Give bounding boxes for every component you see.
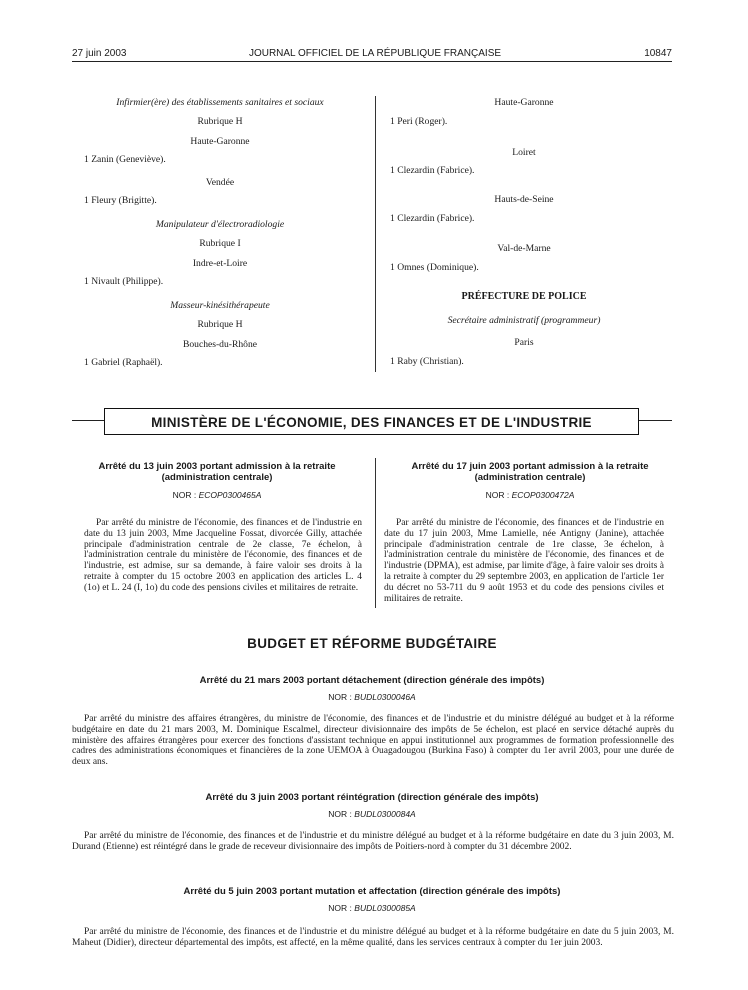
left-title-masseur: Masseur-kinésithérapeute	[170, 300, 270, 311]
nor-code: BUDL0300046A	[354, 692, 416, 702]
right-heading-prefecture: PRÉFECTURE DE POLICE	[461, 291, 587, 302]
header-page-number: 10847	[644, 48, 672, 59]
right-department: Paris	[514, 337, 534, 348]
nor-label: NOR :	[172, 490, 197, 500]
nor-code: BUDL0300085A	[354, 903, 416, 913]
budget-arrete-body: Par arrêté du ministre des affaires étrangères, du ministre de l'économie, des finances et de l'industrie et du ministre délégué au budget et à la réforme budgétaire en date du 21 mars 2003, M. Dominique Escalmel, directeur divisionnaire des impôts de 5e échelon, est placé en service détaché auprès du ministère des affaires étrangères pour exercer des fonctions d'assistant technique en appui institutionnel aux programmes de formation professionnelle des cadres des administrations économiques et financières de la zone UEMOA à Ouagadougou (Burkina Faso) à compter du 1er avril 2003, pour une durée de deux ans.	[72, 714, 674, 768]
arrete-left-nor	[72, 490, 362, 500]
nor-code: ECOP0300465A	[198, 490, 262, 500]
arrete-left-body: Par arrêté du ministre de l'économie, des finances et de l'industrie en date du 13 juin 2003, Mme Jacqueline Fossat, divorcée Gilly, attachée principale d'administration centrale de 2e classe, 7e échelon, à l'administration centrale du ministère de l'économie, des finances et de l'industrie, est admise, sur sa demande, à faire valoir ses droits à la retraite à compter du 15 octobre 2003 en application des articles L. 4 (1o) et L. 24 (I, 1o) du code des pensions civiles et militaires de retraite.	[84, 518, 362, 593]
nor-label: NOR :	[328, 809, 352, 819]
left-department: Bouches-du-Rhône	[182, 339, 258, 350]
nor-label: NOR :	[328, 692, 352, 702]
left-entry: 1 Zanin (Geneviève).	[84, 154, 166, 165]
column-divider-top	[375, 96, 376, 372]
budget-arrete-nor	[72, 809, 672, 819]
arrete-right-nor	[385, 490, 675, 500]
left-rubrique: Rubrique I	[199, 238, 241, 249]
right-entry: 1 Raby (Christian).	[390, 356, 464, 367]
left-entry: 1 Gabriel (Raphaël).	[84, 357, 163, 368]
budget-heading: BUDGET ET RÉFORME BUDGÉTAIRE	[247, 636, 497, 651]
arrete-right-body: Par arrêté du ministre de l'économie, des finances et de l'industrie en date du 17 juin 2003, Mme Lamielle, née Antigny (Janine), attachée principale d'administration centrale de 1re classe, 3e échelon, à l'administration centrale du ministère de l'économie, des finances et de l'industrie (DPMA), est admise, par limite d'âge, à faire valoir ses droits à la retraite à compter du 29 septembre 2003, en application de l'article 1er du décret no 53-711 du 9 août 1953 et du code des pensions civiles et militaires de retraite.	[384, 518, 664, 604]
nor-code: ECOP0300472A	[511, 490, 575, 500]
left-rubrique: Rubrique H	[197, 319, 243, 330]
right-department: Val-de-Marne	[497, 243, 551, 254]
right-entry: 1 Peri (Roger).	[390, 116, 448, 127]
budget-arrete-body: Par arrêté du ministre de l'économie, des finances et de l'industrie et du ministre délégué au budget et à la réforme budgétaire en date du 5 juin 2003, M. Maheut (Didier), directeur départemental des impôts, est affecté, en la même qualité, dans les services centraux à compter du 1er juin 2003.	[72, 927, 674, 948]
right-title-secretaire: Secrétaire administratif (programmeur)	[447, 315, 601, 326]
left-department: Indre-et-Loire	[192, 258, 248, 269]
left-rubrique: Rubrique H	[197, 116, 243, 127]
header-rule	[72, 61, 672, 62]
budget-arrete-nor	[72, 692, 672, 702]
right-department: Haute-Garonne	[494, 97, 554, 108]
budget-arrete-nor	[72, 903, 672, 913]
nor-code: BUDL0300084A	[354, 809, 416, 819]
nor-label: NOR :	[328, 903, 352, 913]
budget-arrete-title: Arrêté du 5 juin 2003 portant mutation et affectation (direction générale des impôts)	[183, 886, 561, 897]
ministry-title: MINISTÈRE DE L'ÉCONOMIE, DES FINANCES ET DE L'INDUSTRIE	[151, 415, 592, 430]
budget-arrete-title: Arrêté du 3 juin 2003 portant réintégration (direction générale des impôts)	[205, 792, 539, 803]
arrete-left-title-line2: (administration centrale)	[161, 472, 273, 483]
left-department: Vendée	[205, 177, 235, 188]
arrete-left-title-line1: Arrêté du 13 juin 2003 portant admission à la retraite	[98, 461, 336, 472]
left-entry: 1 Nivault (Philippe).	[84, 276, 164, 287]
budget-arrete-title: Arrêté du 21 mars 2003 portant détachement (direction générale des impôts)	[199, 675, 545, 686]
right-entry: 1 Clezardin (Fabrice).	[390, 165, 475, 176]
left-title-manipulateur: Manipulateur d'électroradiologie	[155, 219, 285, 230]
left-entry: 1 Fleury (Brigitte).	[84, 195, 157, 206]
left-department: Haute-Garonne	[190, 136, 250, 147]
arrete-right-title-line1: Arrêté du 17 juin 2003 portant admission à la retraite	[411, 461, 649, 472]
right-department: Loiret	[512, 147, 536, 158]
right-department: Hauts-de-Seine	[494, 194, 554, 205]
left-title-infirmier: Infirmier(ère) des établissements sanitaires et sociaux	[116, 97, 324, 108]
right-entry: 1 Clezardin (Fabrice).	[390, 213, 475, 224]
budget-arrete-body: Par arrêté du ministre de l'économie, des finances et de l'industrie et du ministre délégué au budget et à la réforme budgétaire en date du 3 juin 2003, M. Durand (Etienne) est réintégré dans le grade de receveur divisionnaire des impôts de Poitiers-nord à compter du 31 décembre 2002.	[72, 831, 674, 852]
arrete-right-title-line2: (administration centrale)	[474, 472, 586, 483]
right-entry: 1 Omnes (Dominique).	[390, 262, 479, 273]
header-date: 27 juin 2003	[72, 48, 127, 59]
nor-label: NOR :	[485, 490, 510, 500]
header-journal-title: JOURNAL OFFICIEL DE LA RÉPUBLIQUE FRANÇAISE	[248, 48, 502, 59]
column-divider-middle	[375, 458, 376, 608]
